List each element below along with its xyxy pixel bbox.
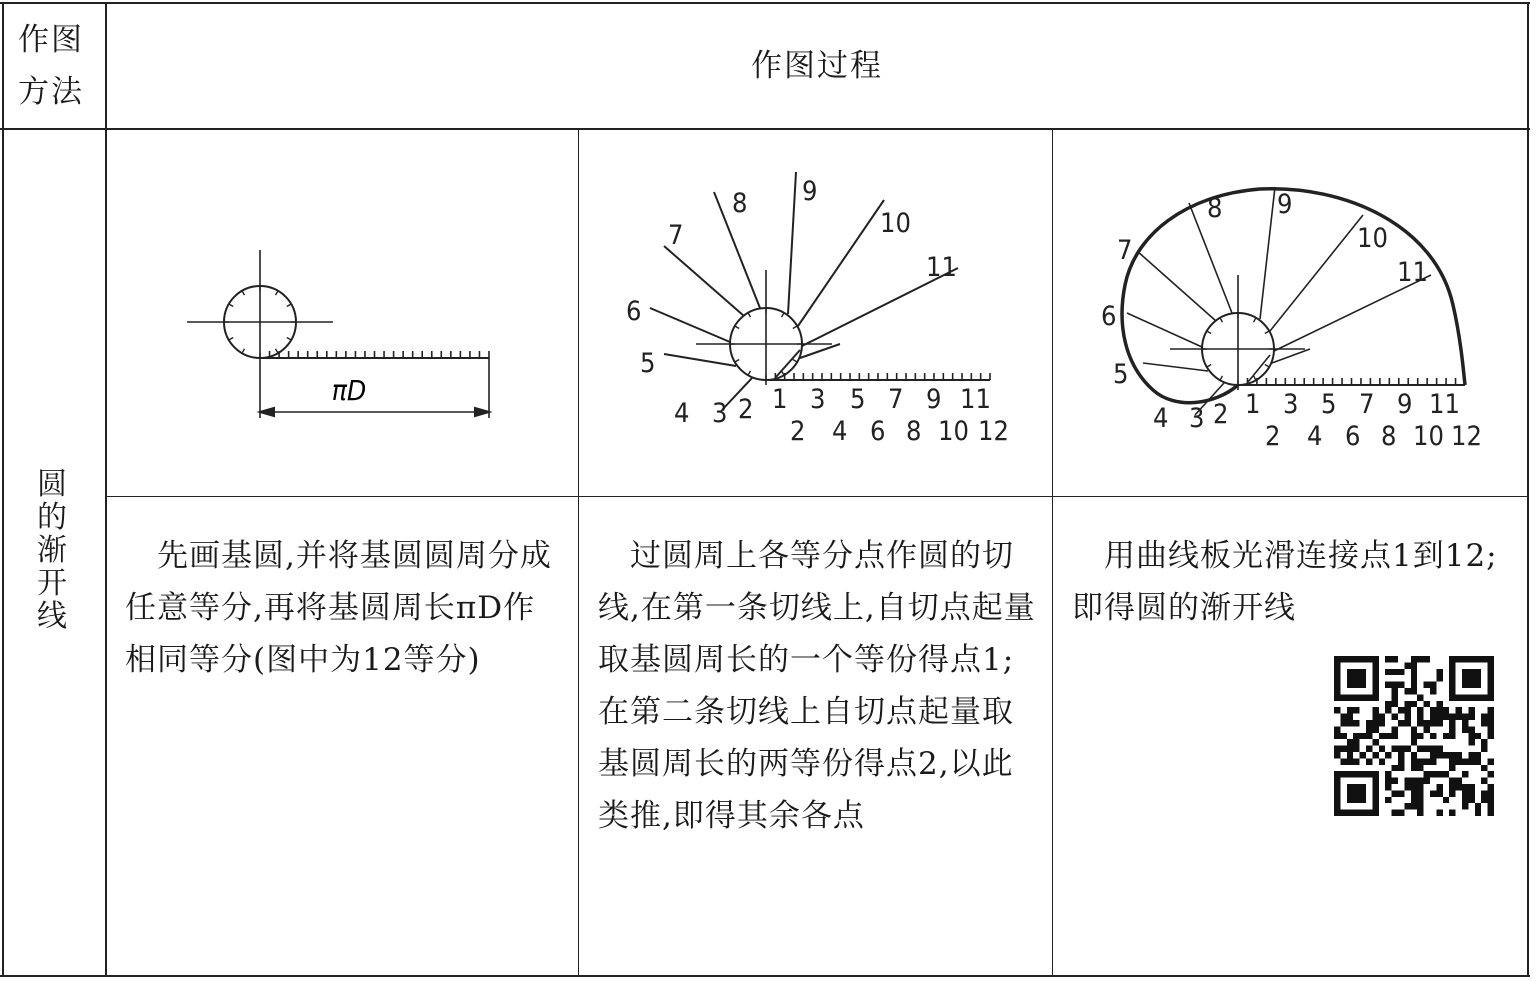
tangent-line — [788, 172, 796, 314]
point-label: 9 — [802, 176, 818, 207]
step-1-text: 先画基圆,并将基圆圆周分成任意等分,再将基圆周长πD作相同等分(图中为12等分) — [125, 538, 552, 678]
point-label: 1 — [772, 384, 788, 415]
tangent-line — [664, 246, 744, 316]
circle-division-tick — [1220, 318, 1223, 322]
point-label: 9 — [1397, 389, 1413, 420]
tangent-line — [650, 308, 730, 342]
circle-division-tick — [1254, 318, 1257, 322]
circle-division-tick — [748, 313, 751, 317]
row-divider — [105, 496, 1529, 497]
involute-curve — [1122, 189, 1465, 403]
point-label: 10 — [1413, 421, 1444, 452]
circle-division-tick — [287, 304, 291, 307]
tangent-line — [664, 354, 736, 366]
point-label: 2 — [1265, 421, 1281, 452]
point-label: 6 — [1101, 301, 1117, 332]
circle-division-tick — [242, 349, 245, 353]
point-label: 6 — [870, 416, 886, 447]
point-label: 8 — [1207, 193, 1223, 224]
circle-division-tick — [782, 313, 785, 317]
method-name-char: 开 — [37, 566, 67, 601]
tangent-line — [1270, 215, 1363, 331]
point-label: 8 — [1381, 421, 1397, 452]
circle-division-tick — [229, 304, 233, 307]
point-label: 2 — [790, 416, 806, 447]
header-process: 作图过程 — [751, 48, 883, 84]
point-label: 9 — [1277, 189, 1293, 220]
point-label: 5 — [1113, 359, 1129, 390]
tangent-line — [800, 344, 840, 358]
figure-base-circle — [179, 240, 499, 430]
point-label: 12 — [978, 416, 1009, 447]
point-label: 2 — [1213, 399, 1229, 430]
point-label: 10 — [1357, 223, 1388, 254]
point-label: 11 — [1397, 257, 1428, 288]
circle-division-tick — [748, 371, 751, 375]
circle-division-tick — [287, 338, 291, 341]
point-label: 7 — [1359, 389, 1375, 420]
point-label: 1 — [1245, 389, 1261, 420]
circle-division-tick — [735, 326, 739, 329]
qr-code — [1334, 656, 1494, 816]
tangent-line — [1143, 363, 1208, 371]
header-divider — [0, 128, 1530, 130]
circle-division-tick — [793, 360, 797, 363]
point-label: 6 — [1345, 421, 1361, 452]
circle-division-tick — [276, 349, 279, 353]
cell-divider-2 — [1052, 128, 1053, 977]
circle-division-tick — [782, 371, 785, 375]
table-border-right — [1527, 2, 1529, 977]
point-label: 12 — [1451, 421, 1482, 452]
point-label: 5 — [640, 348, 656, 379]
tangent-line — [1272, 349, 1310, 363]
point-label: 3 — [712, 398, 728, 429]
circle-division-tick — [793, 326, 797, 329]
point-label: 8 — [906, 416, 922, 447]
point-label: 10 — [880, 208, 911, 239]
point-label: 3 — [810, 384, 826, 415]
point-label: 5 — [850, 384, 866, 415]
point-label: 7 — [1117, 235, 1133, 266]
step-2-text: 过圆周上各等分点作圆的切线,在第一条切线上,自切点起量取基圆周长的一个等份得点1;在第二条切线上自切点起量取基圆周长的两等份得点2,以此类推,即得其余各点 — [598, 538, 1036, 834]
tangent-line — [798, 200, 884, 326]
circle-division-tick — [1254, 376, 1257, 380]
method-name-char: 的 — [37, 500, 67, 535]
point-label: 11 — [1429, 389, 1460, 420]
point-label: 4 — [832, 416, 848, 447]
header-method: 作图 方法 — [18, 22, 84, 110]
point-label: 6 — [626, 296, 642, 327]
point-label: 3 — [1189, 403, 1205, 434]
point-label: 8 — [732, 188, 748, 219]
tangent-line — [1260, 187, 1275, 319]
method-name-char: 渐 — [37, 533, 67, 568]
circle-division-tick — [735, 360, 739, 363]
figure-involute-curve — [1095, 165, 1515, 465]
point-label: 4 — [674, 398, 690, 429]
circle-division-tick — [1207, 365, 1211, 368]
point-label: 4 — [1153, 403, 1169, 434]
table-border-bottom — [0, 975, 1530, 977]
column-divider — [105, 2, 107, 977]
point-label: 11 — [960, 384, 991, 415]
figure-tangent-lines — [600, 160, 1030, 460]
circle-division-tick — [1265, 331, 1269, 334]
method-name — [32, 468, 72, 633]
table-border-top — [0, 2, 1530, 4]
point-label: 4 — [1307, 421, 1323, 452]
table-border-left — [2, 2, 4, 977]
step-3-text: 用曲线板光滑连接点1到12;即得圆的渐开线 — [1072, 538, 1498, 626]
circle-division-tick — [1220, 376, 1223, 380]
tangent-line — [1137, 251, 1216, 321]
tangent-line — [1127, 313, 1202, 347]
point-label: 10 — [938, 416, 969, 447]
circle-division-tick — [1265, 365, 1269, 368]
point-label: 7 — [668, 220, 684, 251]
method-name-char: 线 — [37, 599, 67, 634]
circle-division-tick — [229, 338, 233, 341]
pi-d-label: πD — [331, 374, 367, 407]
point-label: 11 — [926, 252, 957, 283]
point-label: 3 — [1283, 389, 1299, 420]
point-label: 5 — [1321, 389, 1337, 420]
circle-division-tick — [242, 291, 245, 295]
method-name-char: 圆 — [37, 467, 67, 502]
point-label: 9 — [926, 384, 942, 415]
circle-division-tick — [276, 291, 279, 295]
circle-division-tick — [1207, 331, 1211, 334]
point-label: 7 — [888, 384, 904, 415]
cell-divider-1 — [578, 128, 579, 977]
point-label: 2 — [738, 394, 754, 425]
